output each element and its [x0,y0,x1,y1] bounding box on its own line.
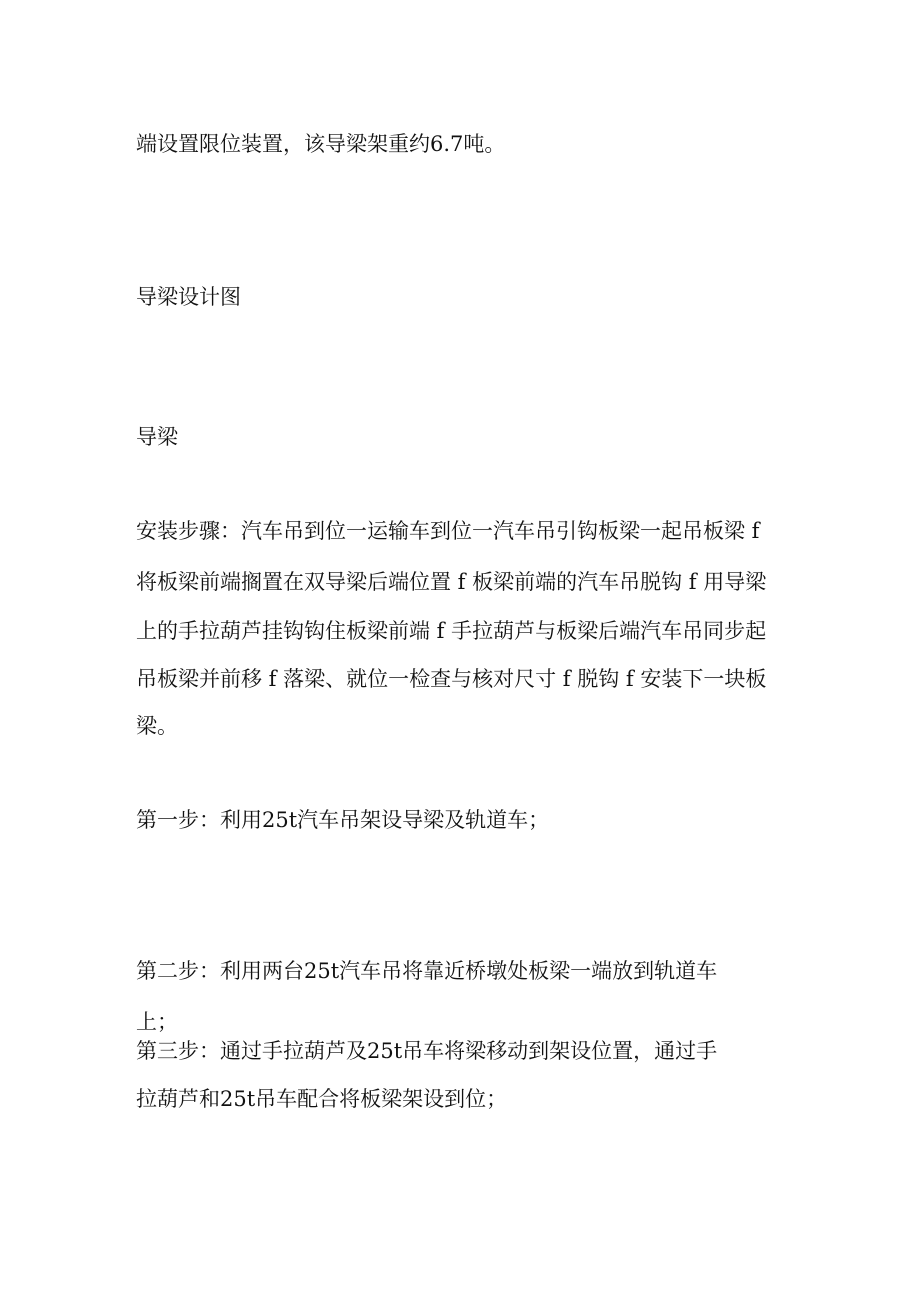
step-two-line: 上； [136,1010,178,1034]
step-one: 第一步：利用25t汽车吊架设导梁及轨道车； [136,808,550,832]
figure-caption-design: 导梁设计图 [136,285,241,309]
step-three-line: 第三步：通过手拉葫芦及25t吊车将梁移动到架设位置，通过手 [136,1039,718,1063]
paragraph-weight-note: 端设置限位装置，该导梁架重约6.7吨。 [136,132,506,156]
step-three-line: 拉葫芦和25t吊车配合将板梁架设到位； [136,1087,508,1111]
install-steps-line: 梁。 [136,714,178,738]
step-two-line: 第二步：利用两台25t汽车吊将靠近桥墩处板梁一端放到轨道车 [136,959,718,983]
install-steps-line: 将板梁前端搁置在双导梁后端位置 f 板梁前端的汽车吊脱钩 f 用导梁 [136,570,767,594]
install-steps-line: 安装步骤：汽车吊到位一运输车到位一汽车吊引钩板梁一起吊板梁 f [136,519,760,543]
figure-caption-beam: 导梁 [136,425,178,449]
install-steps-line: 吊板梁并前移 f 落梁、就位一检查与核对尺寸 f 脱钩 f 安装下一块板 [136,667,767,691]
install-steps-line: 上的手拉葫芦挂钩钩住板梁前端 f 手拉葫芦与板梁后端汽车吊同步起 [136,619,767,643]
